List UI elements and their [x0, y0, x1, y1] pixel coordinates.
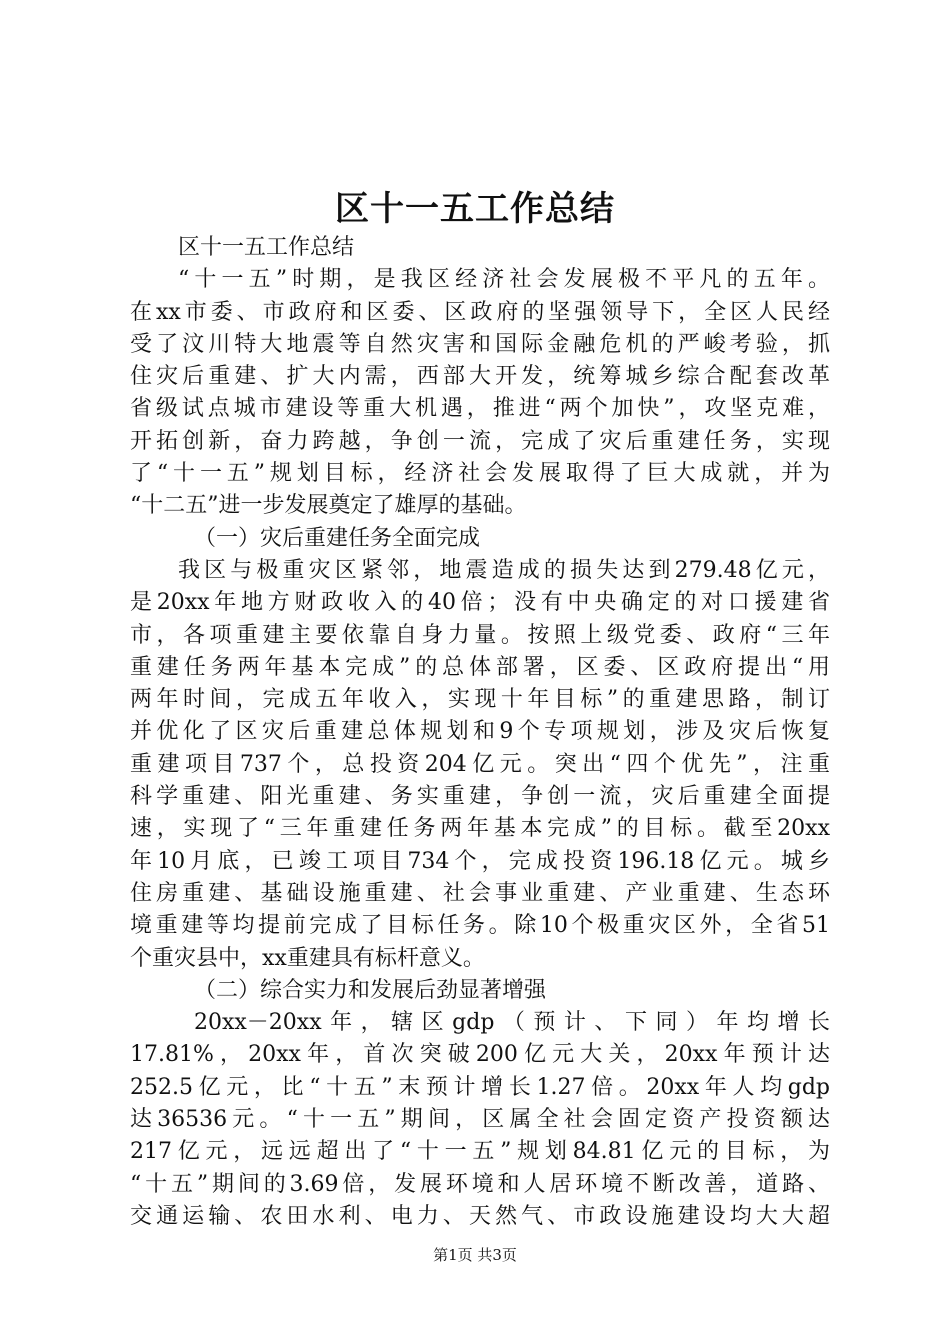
paragraph-line: 重建项目737个，总投资204亿元。突出“四个优先”，注重	[130, 751, 830, 777]
paragraph-line: 在xx市委、市政府和区委、区政府的坚强领导下，全区人民经	[130, 299, 830, 325]
paragraph-line: 达36536元。“十一五”期间，区属全社会固定资产投资额达	[130, 1107, 830, 1133]
subtitle-line: 区十一五工作总结	[178, 235, 355, 260]
paragraph-line: 省级试点城市建设等重大机遇，推进“两个加快”，攻坚克难，	[130, 396, 830, 422]
paragraph-line: 17.81%，20xx年，首次突破200亿元大关，20xx年预计达	[130, 1042, 830, 1068]
paragraph-line: “十五”期间的3.69倍，发展环境和人居环境不断改善，道路、	[130, 1171, 830, 1197]
document-title: 区十一五工作总结	[335, 189, 615, 229]
paragraph-line: 重建任务两年基本完成”的总体部署，区委、区政府提出“用	[130, 654, 830, 680]
section-heading: （一）灾后重建任务全面完成	[194, 525, 481, 551]
paragraph-line: 252.5亿元，比“十五”末预计增长1.27倍。20xx年人均gdp	[130, 1074, 830, 1100]
paragraph-line: 受了汶川特大地震等自然灾害和国际金融危机的严峻考验，抓	[130, 331, 830, 357]
paragraph-line: 个重灾县中，xx重建具有标杆意义。	[130, 945, 485, 971]
paragraph-line: “十一五”时期，是我区经济社会发展极不平凡的五年。	[178, 267, 830, 293]
page-number: 第1页 共3页	[433, 1246, 517, 1264]
paragraph-line: 开拓创新，奋力跨越，争创一流，完成了灾后重建任务，实现	[130, 428, 830, 454]
paragraph-line: 217亿元，远远超出了“十一五”规划84.81亿元的目标，为	[130, 1139, 830, 1165]
paragraph-line: 是20xx年地方财政收入的40倍；没有中央确定的对口援建省	[130, 590, 830, 616]
paragraph-line: 境重建等均提前完成了目标任务。除10个极重灾区外，全省51	[130, 913, 830, 939]
paragraph-line: “十二五”进一步发展奠定了雄厚的基础。	[130, 493, 527, 519]
paragraph-line: 并优化了区灾后重建总体规划和9个专项规划，涉及灾后恢复	[130, 719, 830, 745]
paragraph-line: 市，各项重建主要依靠自身力量。按照上级党委、政府“三年	[130, 622, 830, 648]
section-heading: （二）综合实力和发展后劲显著增强	[194, 977, 547, 1003]
paragraph-line: 了“十一五”规划目标，经济社会发展取得了巨大成就，并为	[130, 461, 830, 487]
paragraph-line: 住房重建、基础设施重建、社会事业重建、产业重建、生态环	[130, 880, 830, 906]
paragraph-line: 两年时间，完成五年收入，实现十年目标”的重建思路，制订	[130, 687, 830, 713]
paragraph-line: 科学重建、阳光重建、务实重建，争创一流，灾后重建全面提	[130, 784, 830, 810]
paragraph-line: 20xx－20xx年，辖区gdp（预计、下同）年均增长	[194, 1010, 830, 1036]
paragraph-line: 年10月底，已竣工项目734个，完成投资196.18亿元。城乡	[130, 848, 830, 874]
paragraph-line: 交通运输、农田水利、电力、天然气、市政设施建设均大大超	[130, 1203, 830, 1229]
paragraph-line: 我区与极重灾区紧邻，地震造成的损失达到279.48亿元，	[178, 557, 830, 583]
paragraph-line: 速，实现了“三年重建任务两年基本完成”的目标。截至20xx	[130, 816, 830, 842]
paragraph-line: 住灾后重建、扩大内需，西部大开发，统筹城乡综合配套改革	[130, 364, 830, 390]
document-body	[130, 232, 830, 1233]
